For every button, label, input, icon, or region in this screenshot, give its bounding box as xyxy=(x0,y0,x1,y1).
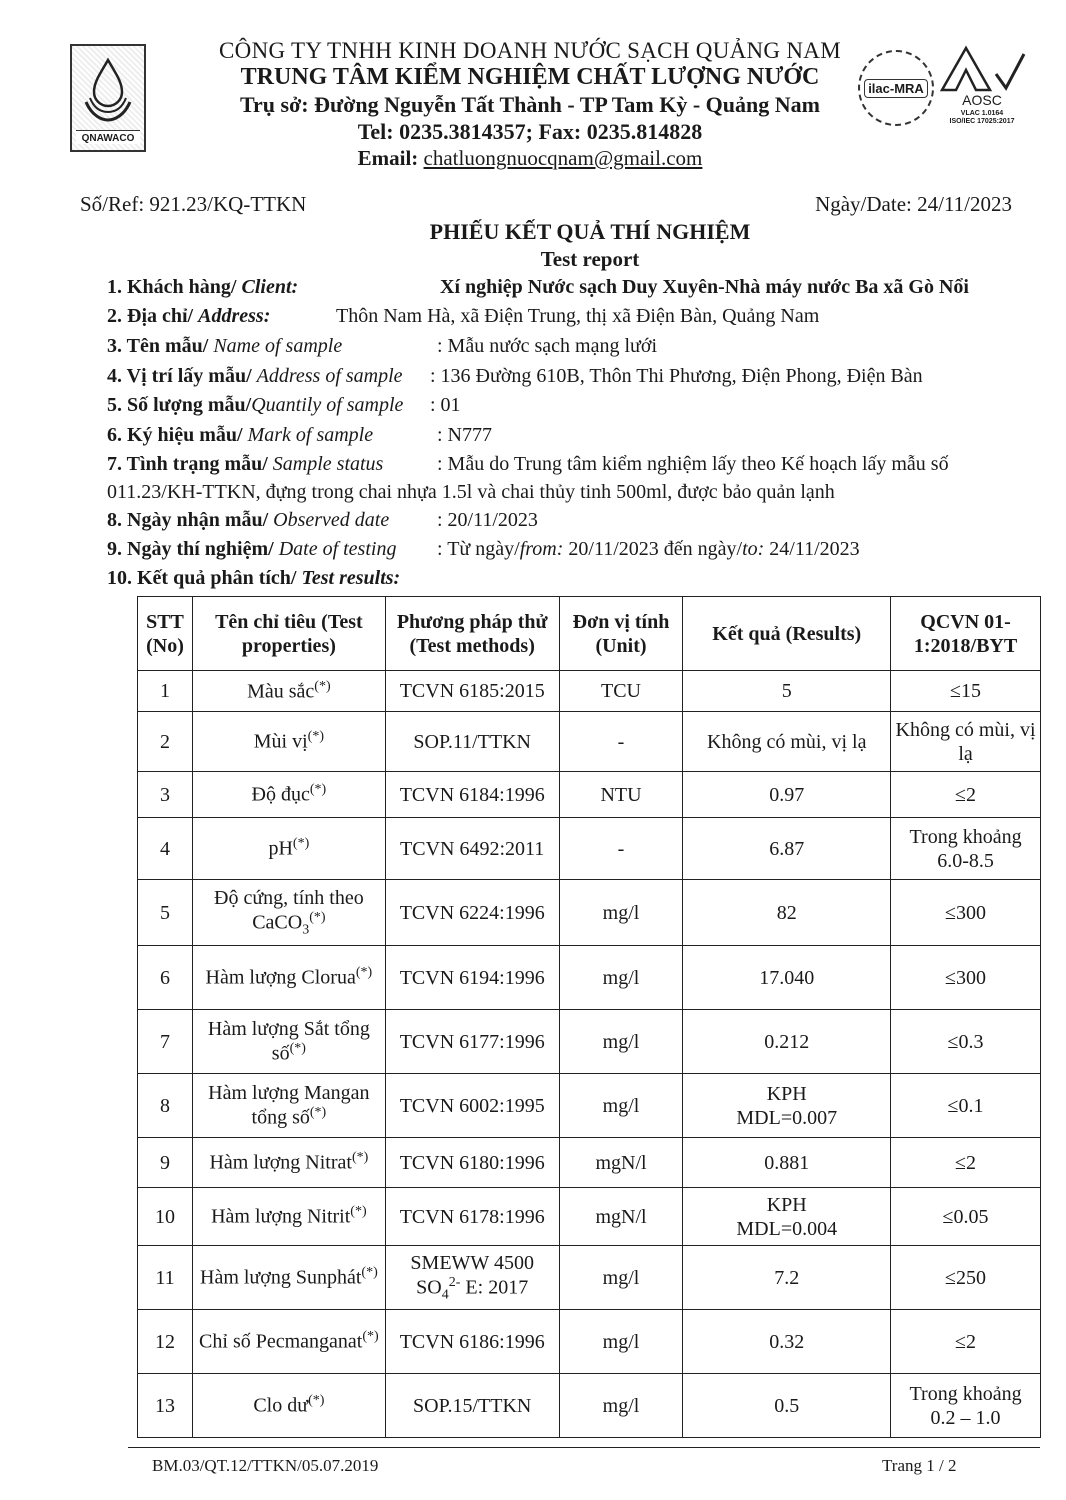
row-unit: mg/l xyxy=(559,880,683,946)
row-property: Hàm lượng Nitrit(*) xyxy=(192,1188,385,1246)
table-row xyxy=(138,671,1041,712)
row-method: TCVN 6492:2011 xyxy=(385,818,559,880)
row-result: KPH MDL=0.004 xyxy=(683,1188,891,1246)
row-property: Độ đục(*) xyxy=(192,772,385,818)
testing-date-value: : Từ ngày/from: 20/11/2023 đến ngày/to: 24/11/2023 xyxy=(437,538,860,560)
aosc-iso: ISO/IEC 17025:2017 xyxy=(949,118,1015,125)
row-no: 1 xyxy=(138,671,193,712)
ilac-mra-logo xyxy=(858,50,934,126)
row-limit: ≤15 xyxy=(891,671,1041,712)
row-result: Không có mùi, vị lạ xyxy=(683,712,891,772)
row-limit: Không có mùi, vị lạ xyxy=(891,712,1041,772)
row-method: SMEWW 4500 $SO_4^{2-}$ E: 2017 xyxy=(385,1246,559,1310)
company-address: Trụ sở: Đường Nguyễn Tất Thành - TP Tam Kỳ - Quảng Nam xyxy=(240,92,820,117)
row-property: pH(*) xyxy=(192,818,385,880)
company-name: CÔNG TY TNHH KINH DOANH NƯỚC SẠCH QUẢNG NAM xyxy=(219,38,841,63)
row-property: Mùi vị(*) xyxy=(192,712,385,772)
sample-status-value-1: : Mẫu do Trung tâm kiểm nghiệm lấy theo Kế hoạch lấy mẫu số xyxy=(437,453,949,475)
row-method: TCVN 6184:1996 xyxy=(385,772,559,818)
col-header-no: STT (No) xyxy=(138,597,193,671)
row-method: TCVN 6185:2015 xyxy=(385,671,559,712)
email-link[interactable]: chatluongnuocqnam@gmail.com xyxy=(423,146,703,170)
row-limit: ≤2 xyxy=(891,1310,1041,1374)
row-property: Độ cứng, tính theo CaCO$_3$(*) xyxy=(192,880,385,946)
form-code: BM.03/QT.12/TTKN/05.07.2019 xyxy=(152,1456,379,1475)
row-no: 5 xyxy=(138,880,193,946)
row-result: 5 xyxy=(683,671,891,712)
sample-mark-label: 6. Ký hiệu mẫu/ Mark of sample xyxy=(107,424,374,446)
testing-date-label: 9. Ngày thí nghiệm/ Date of testing xyxy=(107,538,397,560)
table-row xyxy=(138,1074,1041,1138)
address-label: 2. Địa chỉ/ Address: xyxy=(107,305,271,327)
aosc-subtext xyxy=(936,110,1028,126)
aosc-text: AOSC xyxy=(962,92,1002,108)
col-header-result: Kết quả (Results) xyxy=(683,597,891,671)
sample-mark-value: : N777 xyxy=(437,424,492,446)
table-row xyxy=(138,1310,1041,1374)
row-property: Clo dư(*) xyxy=(192,1374,385,1438)
col-header-property: Tên chỉ tiêu (Test properties) xyxy=(192,597,385,671)
sample-status-value-2: 011.23/KH-TTKN, đựng trong chai nhựa 1.5l và chai thủy tinh 500ml, được bảo quản lạnh xyxy=(107,481,835,503)
row-limit: ≤300 xyxy=(891,946,1041,1010)
row-result: 0.32 xyxy=(683,1310,891,1374)
row-no: 4 xyxy=(138,818,193,880)
reference-number: Số/Ref: 921.23/KQ-TTKN xyxy=(80,192,307,216)
page-number: Trang 1 / 2 xyxy=(882,1456,957,1475)
report-title: PHIẾU KẾT QUẢ THÍ NGHIỆM xyxy=(429,219,751,244)
row-property: Hàm lượng Sunphát(*) xyxy=(192,1246,385,1310)
sample-quantity-value: : 01 xyxy=(430,394,461,416)
row-no: 9 xyxy=(138,1138,193,1188)
row-limit: ≤0.1 xyxy=(891,1074,1041,1138)
aosc-logo xyxy=(936,44,1028,136)
row-method: TCVN 6186:1996 xyxy=(385,1310,559,1374)
row-unit: TCU xyxy=(559,671,683,712)
row-property: Hàm lượng Clorua(*) xyxy=(192,946,385,1010)
row-result: 17.040 xyxy=(683,946,891,1010)
row-unit: - xyxy=(559,818,683,880)
table-row xyxy=(138,1010,1041,1074)
row-method: TCVN 6178:1996 xyxy=(385,1188,559,1246)
row-limit: ≤250 xyxy=(891,1246,1041,1310)
sample-location-value: : 136 Đường 610B, Thôn Thi Phương, Điện Phong, Điện Bàn xyxy=(430,365,923,387)
sample-name-label: 3. Tên mẫu/ Name of sample xyxy=(107,335,343,357)
report-subtitle: Test report xyxy=(540,247,640,271)
row-method: TCVN 6224:1996 xyxy=(385,880,559,946)
table-header-row xyxy=(138,597,1041,671)
row-property: Màu sắc(*) xyxy=(192,671,385,712)
row-unit: mg/l xyxy=(559,1374,683,1438)
sample-location-label: 4. Vị trí lấy mẫu/ Address of sample xyxy=(107,365,403,387)
col-header-unit: Đơn vị tính (Unit) xyxy=(559,597,683,671)
accreditation-logos xyxy=(858,44,1028,134)
row-limit: ≤300 xyxy=(891,880,1041,946)
footer-divider xyxy=(128,1447,1040,1448)
table-row xyxy=(138,712,1041,772)
row-no: 2 xyxy=(138,712,193,772)
row-result: 0.212 xyxy=(683,1010,891,1074)
client-label: 1. Khách hàng/ Client: xyxy=(107,276,299,298)
report-date: Ngày/Date: 24/11/2023 xyxy=(815,192,1012,216)
row-limit: Trong khoảng 6.0-8.5 xyxy=(891,818,1041,880)
row-unit: mgN/l xyxy=(559,1138,683,1188)
row-unit: NTU xyxy=(559,772,683,818)
aosc-vlac: VLAC 1.0164 xyxy=(960,110,1004,117)
company-phone: Tel: 0235.3814357; Fax: 0235.814828 xyxy=(357,119,703,144)
client-value: Xí nghiệp Nước sạch Duy Xuyên-Nhà máy nước Ba xã Gò Nổi xyxy=(440,276,969,298)
row-property: Hàm lượng Mangan tổng số(*) xyxy=(192,1074,385,1138)
row-property: Chỉ số Pecmanganat(*) xyxy=(192,1310,385,1374)
row-limit: ≤0.3 xyxy=(891,1010,1041,1074)
table-row xyxy=(138,880,1041,946)
row-method: SOP.15/TTKN xyxy=(385,1374,559,1438)
table-row xyxy=(138,1246,1041,1310)
row-method: TCVN 6002:1995 xyxy=(385,1074,559,1138)
company-email-line xyxy=(160,146,900,171)
row-no: 7 xyxy=(138,1010,193,1074)
table-row xyxy=(138,1138,1041,1188)
row-limit: ≤2 xyxy=(891,772,1041,818)
aosc-triangle-icon xyxy=(936,44,1028,94)
received-date-value: : 20/11/2023 xyxy=(437,509,538,531)
row-unit: mg/l xyxy=(559,1074,683,1138)
row-no: 6 xyxy=(138,946,193,1010)
table-row xyxy=(138,1188,1041,1246)
email-label: Email: xyxy=(357,146,424,170)
row-method: TCVN 6180:1996 xyxy=(385,1138,559,1188)
row-result: 0.97 xyxy=(683,772,891,818)
row-unit: - xyxy=(559,712,683,772)
row-no: 8 xyxy=(138,1074,193,1138)
row-method: SOP.11/TTKN xyxy=(385,712,559,772)
col-header-method: Phương pháp thử (Test methods) xyxy=(385,597,559,671)
company-logo xyxy=(70,44,146,152)
table-row xyxy=(138,818,1041,880)
row-result: KPH MDL=0.007 xyxy=(683,1074,891,1138)
row-result: 7.2 xyxy=(683,1246,891,1310)
center-name: TRUNG TÂM KIỂM NGHIỆM CHẤT LƯỢNG NƯỚC xyxy=(240,64,820,90)
logo-text: QNAWACO xyxy=(76,130,140,144)
row-unit: mgN/l xyxy=(559,1188,683,1246)
received-date-label: 8. Ngày nhận mẫu/ Observed date xyxy=(107,509,390,531)
table-row xyxy=(138,946,1041,1010)
table-row xyxy=(138,1374,1041,1438)
row-result: 82 xyxy=(683,880,891,946)
row-unit: mg/l xyxy=(559,1246,683,1310)
sample-name-value: : Mẫu nước sạch mạng lưới xyxy=(437,335,658,357)
row-no: 13 xyxy=(138,1374,193,1438)
row-result: 0.5 xyxy=(683,1374,891,1438)
col-header-qcvn: QCVN 01-1:2018/BYT xyxy=(891,597,1041,671)
row-no: 3 xyxy=(138,772,193,818)
client-line xyxy=(107,276,298,299)
row-no: 12 xyxy=(138,1310,193,1374)
row-limit: Trong khoảng 0.2 – 1.0 xyxy=(891,1374,1041,1438)
row-result: 6.87 xyxy=(683,818,891,880)
row-property: Hàm lượng Sắt tổng số(*) xyxy=(192,1010,385,1074)
table-row xyxy=(138,772,1041,818)
row-limit: ≤2 xyxy=(891,1138,1041,1188)
row-unit: mg/l xyxy=(559,1310,683,1374)
test-results-label: 10. Kết quả phân tích/ Test results: xyxy=(107,567,401,589)
sample-quantity-label: 5. Số lượng mẫu/Quantily of sample xyxy=(107,394,404,416)
water-drop-hands-icon xyxy=(80,54,136,126)
row-method: TCVN 6177:1996 xyxy=(385,1010,559,1074)
row-unit: mg/l xyxy=(559,1010,683,1074)
row-no: 11 xyxy=(138,1246,193,1310)
sample-status-label: 7. Tình trạng mẫu/ Sample status xyxy=(107,453,384,475)
row-no: 10 xyxy=(138,1188,193,1246)
results-table xyxy=(137,596,1041,1438)
row-unit: mg/l xyxy=(559,946,683,1010)
address-value: Thôn Nam Hà, xã Điện Trung, thị xã Điện Bàn, Quảng Nam xyxy=(336,305,820,327)
row-property: Hàm lượng Nitrat(*) xyxy=(192,1138,385,1188)
row-result: 0.881 xyxy=(683,1138,891,1188)
row-limit: ≤0.05 xyxy=(891,1188,1041,1246)
ilac-text: ilac-MRA xyxy=(864,79,928,98)
row-method: TCVN 6194:1996 xyxy=(385,946,559,1010)
